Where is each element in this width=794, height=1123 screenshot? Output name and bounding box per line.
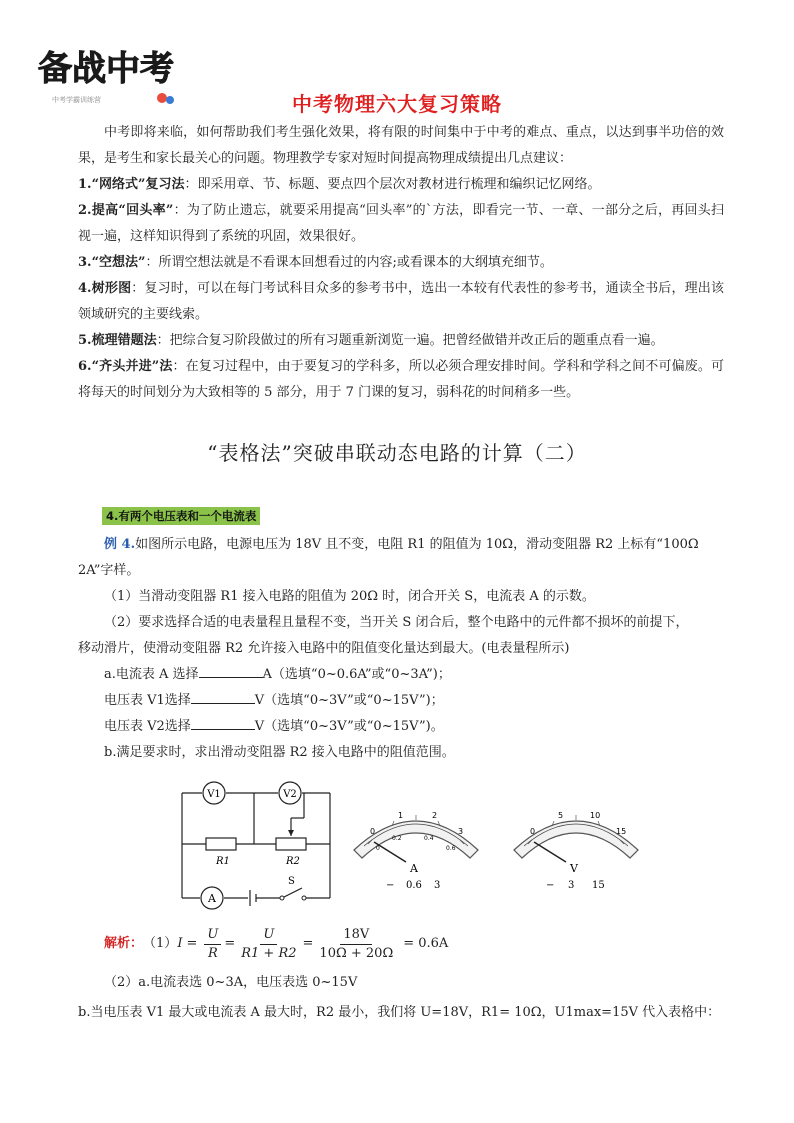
answer-blank-v2[interactable]	[191, 715, 255, 730]
tip-head: 3.“空想法”	[78, 255, 146, 270]
question-b: b.满足要求时，求出滑动变阻器 R2 接入电路中的阻值范围。	[104, 745, 455, 760]
intro-paragraph: 中考即将来临，如何帮助我们考生强化效果，将有限的时间集中于中考的难点、重点，以达到事半功倍的效果，是考生和家长最关心的问题。物理教学专家对短时间提高物理成绩提出几点建议：	[78, 125, 724, 166]
tip-item	[78, 354, 724, 406]
eq-fraction-1	[204, 926, 221, 963]
a-label: A	[208, 892, 216, 905]
tip-body: ：即采用章、节、标题、要点四个层次对教材进行梳理和编织记忆网络。	[184, 177, 601, 192]
ammeter-terminal: 0.6	[406, 880, 422, 891]
tip-item	[78, 172, 724, 198]
tip-head: 5.梳理错题法	[78, 333, 157, 348]
tips-list	[78, 172, 724, 406]
tip-body: ：所谓空想法就是不看课本回想看过的内容;或看课本的大纲填充细节。	[145, 255, 553, 270]
voltmeter-top-tick: 0	[530, 827, 536, 836]
ammeter-top-tick: 3	[458, 827, 464, 836]
v2-label: V2	[283, 789, 297, 800]
voltmeter-dial	[506, 800, 646, 900]
example-block	[78, 532, 724, 766]
tip-head: 1.“网络式”复习法	[78, 177, 185, 192]
example-text: 如图所示电路，电源电压为 18V 且不变，电阻 R1 的阻值为 10Ω，滑动变阻器 R2 上标有“100Ω	[135, 537, 699, 552]
eq-f3-numerator: 18V	[340, 926, 372, 945]
solution-equation: 解析 ： （1） I = $\frac{U}{R}$ = $\frac{U}{R1 + R2}$ = $\frac{18V}{10\Omega + 20\Omega}$ = 0.6A	[104, 926, 449, 961]
eq-fraction-2	[238, 926, 299, 963]
solution-step-3: b.当电压表 V1 最大或电流表 A 最大时，R2 最小，我们将 U=18V，R1= 10Ω，U1max=15V 代入表格中：	[78, 1005, 721, 1020]
tip-body: ：为了防止遗忘，就要采用提高“回头率”的`方法，即看完一节、一章、一部分之后，再回头扫视一遍，这样知识得到了系统的巩固，效果很好。	[78, 203, 725, 244]
solution-colon: ：	[130, 936, 144, 951]
tip-body: ：复习时，可以在每门考试科目众多的参考书中，选出一本较有代表性的参考书，通读全书后，理出该领域研究的主要线索。	[78, 281, 724, 322]
switch-label: S	[288, 876, 295, 887]
solution-block	[78, 920, 724, 1028]
blank-1-label: a.电流表 A 选择	[104, 667, 199, 682]
voltmeter-top-tick: 5	[558, 811, 564, 820]
ammeter-top-tick: 2	[432, 811, 438, 820]
subsection-badge: 4.有两个电压表和一个电流表	[102, 507, 260, 525]
ammeter-terminal: 3	[434, 880, 441, 891]
answer-blank-v1[interactable]	[191, 689, 255, 704]
eq-f2-numerator: U	[260, 926, 277, 945]
eq-result: = 0.6A	[403, 936, 449, 951]
ammeter-bottom-tick: 0.6	[446, 845, 456, 852]
voltmeter-needle	[534, 842, 566, 862]
r1-label: R1	[216, 856, 230, 867]
ammeter-bottom-tick: 0	[376, 845, 380, 852]
tip-item	[78, 250, 724, 276]
tip-head: 2.提高“回头率”	[78, 203, 174, 218]
tip-body: ：把综合复习阶段做过的所有习题重新浏览一遍。把曾经做错并改正后的题重点看一遍。	[156, 333, 664, 348]
eq-fraction-3	[316, 926, 396, 963]
solution-label: 解析	[104, 936, 131, 951]
solution-step-2: （2）a.电流表选 0~3A，电压表选 0~15V	[104, 975, 358, 990]
slider-arrow-icon	[288, 830, 294, 836]
blank-2-label: 电压表 V1选择	[104, 693, 191, 708]
r2-label: R2	[286, 856, 300, 867]
ammeter-bottom-tick: 0.2	[392, 835, 402, 842]
page-title: 中考物理六大复习策略	[292, 92, 502, 116]
blank-3-hint: V（选填“0~3V”或“0~15V”)。	[254, 719, 444, 734]
example-label: 例 4.	[104, 537, 136, 552]
eq-f1-numerator: U	[204, 926, 221, 945]
answer-blank-ammeter[interactable]	[199, 663, 263, 678]
eq-f1-denominator: R	[207, 945, 218, 961]
eq-f3-denominator: 10Ω + 20Ω	[319, 945, 394, 961]
voltmeter-top-tick: 10	[590, 811, 601, 820]
ammeter-terminal: −	[386, 880, 395, 891]
circuit-diagram	[178, 778, 338, 910]
tip-head: 6.“齐头并进”法	[78, 359, 173, 374]
blank-1-hint: A（选填“0~0.6A”或“0~3A”)；	[262, 667, 451, 682]
question-1: （1）当滑动变阻器 R1 接入电路的阻值为 20Ω 时，闭合开关 S，电流表 A 的示数。	[104, 589, 595, 604]
v1-label: V1	[207, 789, 221, 800]
ammeter-top-tick: 1	[398, 811, 404, 820]
tip-body: ：在复习过程中，由于要复习的学科多，所以必须合理安排时间。学科和学科之间不可偏废。可将每天的时间划分为大致相等的 5 部分，用于 7 门课的复习，弱科花的时间稍多一些。	[78, 359, 724, 400]
ammeter-top-tick: 0	[370, 827, 376, 836]
logo-subtitle: 中考学霸训练营	[52, 96, 101, 104]
question-2-cont: 移动滑片，使滑动变阻器 R2 允许接入电路中的阻值变化量达到最大。(电表量程所示)	[78, 641, 570, 656]
tip-item	[78, 198, 724, 250]
tip-item	[78, 328, 724, 354]
blank-3-label: 电压表 V2选择	[104, 719, 191, 734]
logo-text: 备战中考	[38, 49, 174, 89]
solution-step-1-prefix: （1）	[143, 936, 178, 951]
voltmeter-terminal: −	[546, 880, 555, 891]
eq-lhs: I	[177, 936, 183, 951]
ammeter-unit: A	[410, 862, 418, 875]
section-title: “表格法”突破串联动态电路的计算（二）	[207, 441, 587, 465]
voltmeter-terminal: 15	[592, 880, 605, 891]
voltmeter-top-tick: 15	[616, 827, 627, 836]
voltmeter-terminal: 3	[568, 880, 575, 891]
question-2: （2）要求选择合适的电表量程且量程不变，当开关 S 闭合后，整个电路中的元件都不损坏的前提下，	[104, 615, 689, 630]
eq-f2-denominator: R1 + R2	[241, 945, 297, 961]
example-text-cont: 2A”字样。	[78, 563, 140, 578]
voltmeter-unit: V	[570, 862, 578, 875]
tip-head: 4.树形图	[78, 281, 132, 296]
ammeter-dial	[346, 800, 486, 900]
blank-2-hint: V（选填“0~3V”或“0~15V”)；	[254, 693, 444, 708]
ammeter-bottom-tick: 0.4	[424, 835, 434, 842]
tip-item	[78, 276, 724, 328]
